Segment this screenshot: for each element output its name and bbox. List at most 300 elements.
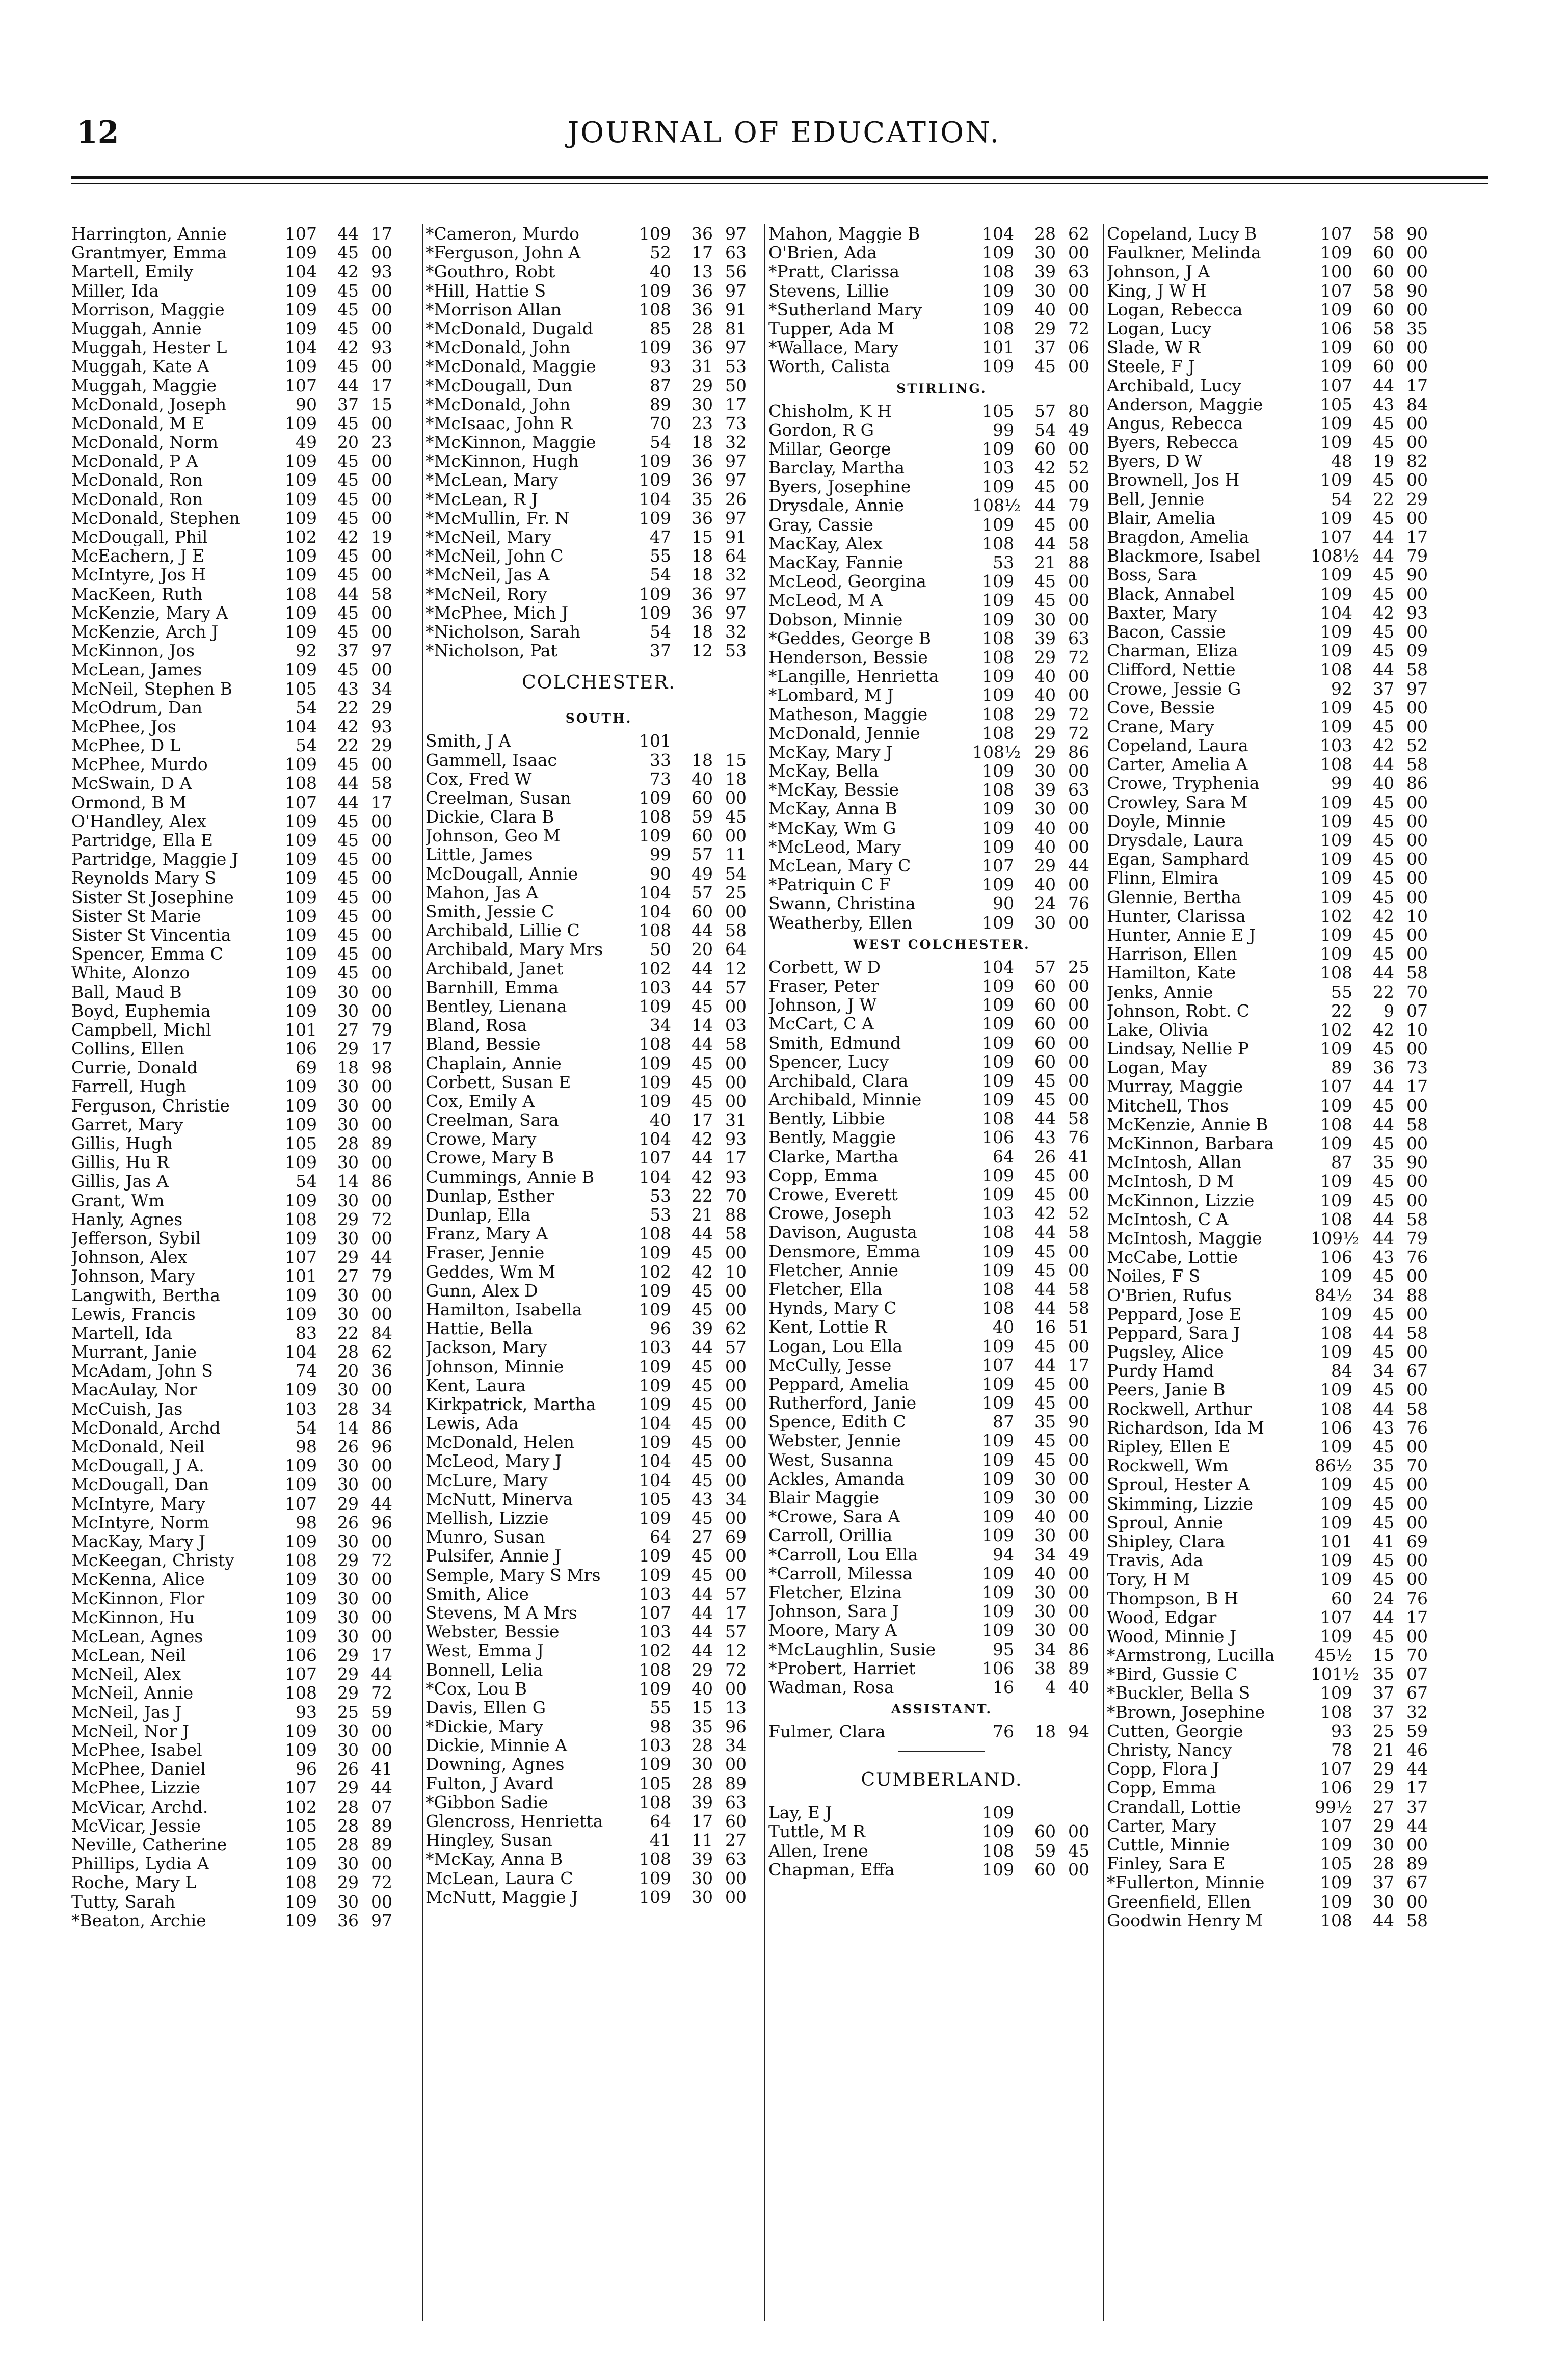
grant-cents: 00 [371, 1891, 392, 1912]
list-item [768, 243, 1115, 262]
days-taught: 93 [1331, 1721, 1352, 1741]
grant-dollars: 28 [337, 1133, 359, 1153]
days-taught: 109 [982, 1821, 1014, 1842]
grant-cents: 17 [371, 1039, 392, 1059]
days-taught: 109 [982, 1373, 1014, 1394]
teacher-name: Moore, Mary A [768, 1621, 897, 1640]
grant-dollars: 28 [337, 1398, 359, 1419]
teacher-name: McKenna, Alice [71, 1570, 205, 1589]
list-item [426, 1471, 772, 1490]
grant-cents: 97 [725, 508, 747, 528]
list-item [768, 1860, 1115, 1879]
list-item [1107, 395, 1453, 414]
teacher-name: McPhee, Jos [71, 717, 176, 736]
grant-cents: 58 [1068, 1108, 1089, 1129]
grant-cents: 70 [725, 1185, 747, 1206]
days-taught: 108 [639, 1849, 671, 1869]
list-item [426, 1338, 772, 1357]
grant-cents: 00 [1406, 470, 1428, 490]
days-taught: 87 [1331, 1152, 1352, 1173]
grant-dollars: 58 [1373, 224, 1394, 244]
grant-cents: 00 [1068, 995, 1089, 1015]
grant-cents: 49 [1068, 1544, 1089, 1565]
grant-cents: 00 [1406, 1834, 1428, 1855]
grant-cents: 00 [371, 1076, 392, 1097]
grant-cents: 17 [725, 394, 747, 414]
teacher-name: *McNeil, Jas A [426, 565, 550, 585]
days-taught: 109 [639, 1375, 671, 1395]
teacher-name: Archibald, Lucy [1107, 376, 1241, 395]
grant-cents: 00 [725, 1242, 747, 1263]
list-item [71, 338, 418, 357]
grant-dollars: 45 [337, 356, 359, 377]
grant-dollars: 45 [692, 1451, 713, 1471]
teacher-name: Currie, Donald [71, 1058, 198, 1077]
grant-cents: 90 [1406, 1152, 1428, 1173]
list-item [426, 845, 772, 864]
teacher-name: Mahon, Jas A [426, 883, 538, 902]
days-taught: 104 [639, 1129, 671, 1149]
grant-dollars: 44 [1373, 963, 1394, 983]
teacher-name: McIntosh, Maggie [1107, 1228, 1262, 1248]
days-taught: 103 [982, 1203, 1014, 1224]
teacher-name: McDonald, P A [71, 452, 198, 471]
grant-dollars: 34 [1373, 1361, 1394, 1381]
grant-cents: 00 [1068, 1620, 1089, 1641]
grant-cents: 00 [725, 1356, 747, 1377]
list-item [426, 1849, 772, 1868]
days-taught: 104 [1320, 602, 1352, 623]
teacher-name: Sproul, Hester A [1107, 1475, 1250, 1494]
list-item [1107, 603, 1453, 622]
grant-cents: 00 [1406, 1095, 1428, 1116]
grant-dollars: 45 [337, 508, 359, 528]
grant-cents: 12 [725, 958, 747, 978]
grant-cents: 97 [725, 337, 747, 358]
list-item [71, 812, 418, 831]
grant-dollars: 26 [337, 1512, 359, 1532]
grant-cents: 00 [1406, 811, 1428, 831]
teacher-name: Kirkpatrick, Martha [426, 1394, 596, 1414]
grant-cents: 17 [1406, 1607, 1428, 1627]
teacher-name: Partridge, Maggie J [71, 850, 239, 869]
days-taught: 101 [1320, 1531, 1352, 1551]
teacher-name: Angus, Rebecca [1107, 413, 1243, 433]
list-item [426, 1831, 772, 1849]
days-taught: 98 [650, 1716, 671, 1737]
days-taught: 109 [1320, 924, 1352, 945]
grant-dollars: 37 [1373, 678, 1394, 699]
grant-dollars: 45 [1373, 508, 1394, 528]
grant-dollars: 44 [1373, 527, 1394, 547]
teacher-name: Copp, Emma [768, 1166, 878, 1185]
grant-dollars: 45 [1034, 1241, 1056, 1261]
list-item [71, 1456, 418, 1475]
days-taught: 109 [285, 1190, 317, 1210]
teacher-name: Grantmyer, Emma [71, 243, 227, 262]
teacher-name: Bently, Maggie [768, 1128, 896, 1147]
days-taught: 41 [650, 1830, 671, 1850]
grant-dollars: 44 [1373, 1910, 1394, 1930]
grant-cents: 57 [725, 1583, 747, 1604]
grant-cents: 00 [1068, 477, 1089, 497]
grant-dollars: 16 [1034, 1317, 1056, 1337]
grant-dollars: 44 [1373, 1398, 1394, 1419]
teacher-name: Byers, Rebecca [1107, 433, 1238, 452]
list-item [1107, 414, 1453, 433]
days-taught: 109 [285, 356, 317, 377]
grant-cents: 86 [371, 1417, 392, 1438]
list-item [426, 565, 772, 584]
grant-cents: 63 [1068, 261, 1089, 282]
days-taught: 109 [285, 1114, 317, 1134]
grant-dollars: 60 [1034, 1821, 1056, 1842]
grant-dollars: 60 [1034, 1859, 1056, 1880]
grant-cents: 00 [725, 826, 747, 846]
days-taught: 45½ [1315, 1645, 1352, 1665]
days-taught: 109 [639, 280, 671, 301]
teacher-name: McLean, Agnes [71, 1626, 203, 1646]
days-taught: 70 [650, 413, 671, 433]
days-taught: 109 [982, 761, 1014, 781]
list-item [426, 1205, 772, 1224]
teacher-name: Clarke, Martha [768, 1147, 899, 1166]
days-taught: 107 [1320, 527, 1352, 547]
teacher-name: Gillis, Hu R [71, 1153, 169, 1172]
days-taught: 109 [639, 1432, 671, 1452]
list-item [71, 888, 418, 907]
grant-dollars: 29 [692, 1659, 713, 1680]
days-taught: 109 [639, 1394, 671, 1414]
teacher-name: Fletcher, Elzina [768, 1582, 902, 1602]
list-item [71, 660, 418, 679]
grant-dollars: 42 [1373, 735, 1394, 756]
days-taught: 109 [639, 1356, 671, 1377]
grant-cents: 17 [1406, 527, 1428, 547]
teacher-name: Bently, Libbie [768, 1109, 885, 1128]
days-taught: 60 [1331, 1588, 1352, 1608]
teacher-name: Crane, Mary [1107, 717, 1214, 736]
days-taught: 109 [982, 1449, 1014, 1470]
teacher-name: Hingley, Susan [426, 1831, 552, 1850]
grant-cents: 88 [725, 1205, 747, 1225]
grant-cents: 13 [725, 1697, 747, 1717]
list-item [71, 300, 418, 319]
days-taught: 84 [1331, 1361, 1352, 1381]
grant-cents: 17 [371, 375, 392, 395]
list-item [768, 1071, 1115, 1090]
grant-dollars: 45 [1373, 1437, 1394, 1457]
grant-dollars: 45 [337, 621, 359, 642]
grant-dollars: 35 [1373, 1152, 1394, 1173]
days-taught: 108 [982, 261, 1014, 282]
grant-dollars: 21 [692, 1205, 713, 1225]
grant-dollars: 45 [1034, 1184, 1056, 1204]
teacher-name: McDonald, Stephen [71, 508, 240, 527]
grant-dollars: 30 [1034, 912, 1056, 933]
list-item [426, 1793, 772, 1812]
grant-dollars: 42 [1373, 906, 1394, 926]
teacher-name: McIntyre, Jos H [71, 565, 206, 585]
teacher-name: Charman, Eliza [1107, 641, 1238, 660]
list-item [768, 780, 1115, 799]
teacher-name: *Brown, Josephine [1107, 1702, 1265, 1722]
grant-cents: 84 [1406, 394, 1428, 414]
grant-cents: 00 [371, 1626, 392, 1646]
list-item [768, 1803, 1115, 1822]
days-taught: 109 [639, 1091, 671, 1111]
grant-dollars: 45 [692, 1508, 713, 1528]
days-taught: 90 [296, 394, 317, 414]
list-item [768, 1356, 1115, 1374]
list-item [426, 770, 772, 788]
grant-dollars: 30 [692, 394, 713, 414]
list-item [1107, 1115, 1453, 1134]
grant-cents: 58 [1406, 963, 1428, 983]
grant-dollars: 30 [337, 1304, 359, 1324]
grant-dollars: 45 [337, 546, 359, 566]
teacher-name: *Buckler, Bella S [1107, 1683, 1251, 1703]
teacher-name: Archibald, Mary Mrs [426, 940, 603, 959]
list-item [71, 1551, 418, 1570]
days-taught: 106 [285, 1645, 317, 1665]
grant-dollars: 12 [692, 641, 713, 661]
list-item [426, 1168, 772, 1186]
list-item [71, 509, 418, 527]
grant-cents: 72 [1068, 647, 1089, 667]
grant-cents: 00 [1406, 1512, 1428, 1532]
list-item [426, 1888, 772, 1907]
days-taught: 109 [639, 787, 671, 808]
grant-cents: 00 [371, 356, 392, 377]
list-item [71, 1096, 418, 1115]
teacher-name: Partridge, Ella E [71, 831, 213, 850]
grant-dollars: 29 [1034, 318, 1056, 338]
days-taught: 64 [650, 1811, 671, 1831]
grant-dollars: 45 [692, 1394, 713, 1414]
grant-dollars: 45 [1373, 868, 1394, 888]
list-item [71, 1722, 418, 1740]
days-taught: 109 [982, 1260, 1014, 1280]
grant-cents: 06 [1068, 337, 1089, 358]
grant-cents: 00 [371, 1588, 392, 1608]
teacher-name: Logan, Lucy [1107, 319, 1212, 338]
county-heading: CUMBERLAND. [861, 1769, 1023, 1791]
teacher-name: Crowe, Jessie G [1107, 679, 1241, 698]
list-item [768, 1052, 1115, 1071]
days-taught: 109 [285, 1588, 317, 1608]
grant-cents: 00 [1068, 243, 1089, 263]
teacher-name: Ormond, B M [71, 792, 187, 812]
days-taught: 108 [982, 628, 1014, 648]
days-taught: 109 [982, 1336, 1014, 1356]
days-taught: 108 [639, 1659, 671, 1680]
grant-dollars: 30 [337, 1285, 359, 1305]
grant-cents: 00 [1406, 868, 1428, 888]
teacher-name: McDonald, Ron [71, 470, 203, 490]
teacher-name: Lindsay, Nellie P [1107, 1039, 1249, 1059]
list-item [426, 300, 772, 319]
teacher-name: McDougall, J A. [71, 1456, 204, 1475]
teacher-name: McKinnon, Hu [71, 1607, 195, 1627]
grant-dollars: 45 [337, 830, 359, 850]
teacher-name: *McKay, Anna B [426, 1849, 563, 1869]
list-item [71, 907, 418, 925]
grant-dollars: 30 [692, 1868, 713, 1888]
teacher-name: Purdy Hamd [1107, 1361, 1214, 1381]
list-item [71, 357, 418, 376]
list-item [768, 477, 1115, 496]
teacher-name: *Carroll, Milessa [768, 1564, 913, 1583]
list-item [768, 913, 1115, 932]
days-taught: 109 [1320, 621, 1352, 642]
grant-cents: 44 [1406, 1815, 1428, 1836]
list-item [768, 743, 1115, 761]
grant-dollars: 44 [1373, 754, 1394, 775]
teacher-name: Jefferson, Sybil [71, 1228, 201, 1248]
grant-cents: 00 [1068, 280, 1089, 301]
grant-cents: 52 [1068, 1203, 1089, 1224]
grant-dollars: 45 [692, 1280, 713, 1301]
teacher-name: Smith, Jessie C [426, 902, 554, 921]
teacher-name: Fletcher, Annie [768, 1260, 899, 1280]
days-taught: 54 [296, 1171, 317, 1192]
grant-dollars: 29 [337, 1645, 359, 1665]
list-item [768, 1147, 1115, 1166]
list-item [71, 433, 418, 452]
grant-cents: 93 [725, 1167, 747, 1187]
teacher-name: *Nicholson, Pat [426, 641, 557, 660]
days-taught: 104 [982, 957, 1014, 977]
teacher-name: Barclay, Martha [768, 458, 905, 478]
teacher-name: *Beaton, Archie [71, 1911, 206, 1930]
grant-cents: 29 [1406, 489, 1428, 509]
teacher-name: Crandall, Lottie [1107, 1797, 1241, 1816]
teacher-name: McKenzie, Mary A [71, 603, 228, 622]
list-item [426, 883, 772, 902]
grant-cents: 93 [371, 716, 392, 736]
teacher-name: Murrant, Janie [71, 1342, 197, 1362]
grant-dollars: 45 [1373, 432, 1394, 453]
grant-cents: 81 [725, 318, 747, 338]
teacher-name: McNeil, Jas J [71, 1702, 182, 1722]
grant-dollars: 45 [692, 1299, 713, 1319]
list-item [768, 591, 1115, 610]
teacher-name: Grant, Wm [71, 1191, 165, 1210]
list-item [1107, 1608, 1453, 1627]
grant-dollars: 29 [692, 375, 713, 395]
teacher-name: McNeil, Alex [71, 1664, 181, 1684]
teacher-name: McIntosh, D M [1107, 1172, 1234, 1191]
days-taught: 104 [639, 1413, 671, 1434]
grant-dollars: 45 [1373, 1626, 1394, 1646]
grant-cents: 00 [725, 1470, 747, 1490]
grant-cents: 58 [725, 1034, 747, 1054]
days-taught: 109 [982, 571, 1014, 592]
teacher-name: McLean, Laura C [426, 1868, 573, 1888]
grant-dollars: 30 [1034, 1525, 1056, 1546]
days-taught: 109 [285, 963, 317, 983]
teacher-name: Carter, Amelia A [1107, 755, 1248, 774]
grant-dollars: 28 [337, 1342, 359, 1362]
teacher-name: *McKinnon, Maggie [426, 433, 596, 452]
grant-dollars: 28 [337, 1796, 359, 1817]
days-taught: 109 [982, 836, 1014, 857]
list-item [71, 1361, 418, 1380]
teacher-name: McCuish, Jas [71, 1399, 183, 1418]
grant-cents: 00 [725, 1299, 747, 1319]
days-taught: 108 [1320, 1323, 1352, 1343]
teacher-name: Travis, Ada [1107, 1551, 1204, 1570]
list-item [71, 1778, 418, 1797]
grant-cents: 72 [371, 1209, 392, 1229]
days-taught: 109 [1320, 944, 1352, 964]
teacher-name: McIntyre, Mary [71, 1494, 205, 1513]
teacher-name: McKinnon, Jos [71, 641, 195, 660]
list-item [1107, 1835, 1453, 1854]
days-taught: 109 [982, 243, 1014, 263]
teacher-name: McAdam, John S [71, 1361, 213, 1381]
list-item [426, 1129, 772, 1148]
grant-cents: 00 [371, 1285, 392, 1305]
days-taught: 109 [1320, 1891, 1352, 1912]
grant-cents: 18 [725, 769, 747, 789]
grant-cents: 49 [1068, 419, 1089, 440]
teacher-name: Copeland, Laura [1107, 736, 1248, 755]
list-item [71, 1437, 418, 1456]
teacher-name: Sister St Vincentia [71, 925, 231, 945]
list-item [426, 1300, 772, 1319]
grant-cents: 00 [725, 1451, 747, 1471]
teacher-name: Matheson, Maggie [768, 704, 928, 724]
list-item [768, 856, 1115, 875]
grant-cents: 00 [1068, 1601, 1089, 1622]
days-taught: 107 [285, 792, 317, 812]
days-taught: 73 [650, 769, 671, 789]
teacher-name: Wood, Minnie J [1107, 1626, 1237, 1646]
days-taught: 109 [982, 1393, 1014, 1413]
column-3 [768, 224, 1115, 2324]
grant-cents: 10 [725, 1261, 747, 1282]
district-heading: WEST COLCHESTER. [853, 937, 1030, 952]
teacher-name: McLean, Neil [71, 1646, 187, 1665]
list-item [71, 527, 418, 546]
teacher-name: McLeod, M A [768, 591, 883, 610]
teacher-name: Boss, Sara [1107, 565, 1197, 585]
days-taught: 109 [285, 1531, 317, 1551]
days-taught: 108 [1320, 1910, 1352, 1930]
teacher-name: Creelman, Sara [426, 1110, 559, 1130]
grant-dollars: 44 [1373, 1323, 1394, 1343]
teacher-name: Pugsley, Alice [1107, 1342, 1224, 1362]
days-taught: 109 [639, 508, 671, 528]
grant-cents: 00 [1068, 1506, 1089, 1527]
grant-dollars: 45 [1373, 1095, 1394, 1116]
teacher-name: Fulmer, Clara [768, 1722, 886, 1741]
teacher-name: *Wallace, Mary [768, 338, 898, 357]
list-item [1107, 983, 1453, 1001]
grant-cents: 10 [1406, 906, 1428, 926]
list-item [71, 1911, 418, 1930]
grant-dollars: 45 [1373, 1304, 1394, 1324]
grant-dollars: 44 [1034, 533, 1056, 553]
teacher-name: Franz, Mary A [426, 1224, 548, 1244]
list-item [1107, 1740, 1453, 1759]
grant-dollars: 44 [692, 1583, 713, 1604]
list-item [426, 509, 772, 527]
grant-dollars: 29 [1373, 1815, 1394, 1836]
header-rule [71, 176, 1488, 179]
